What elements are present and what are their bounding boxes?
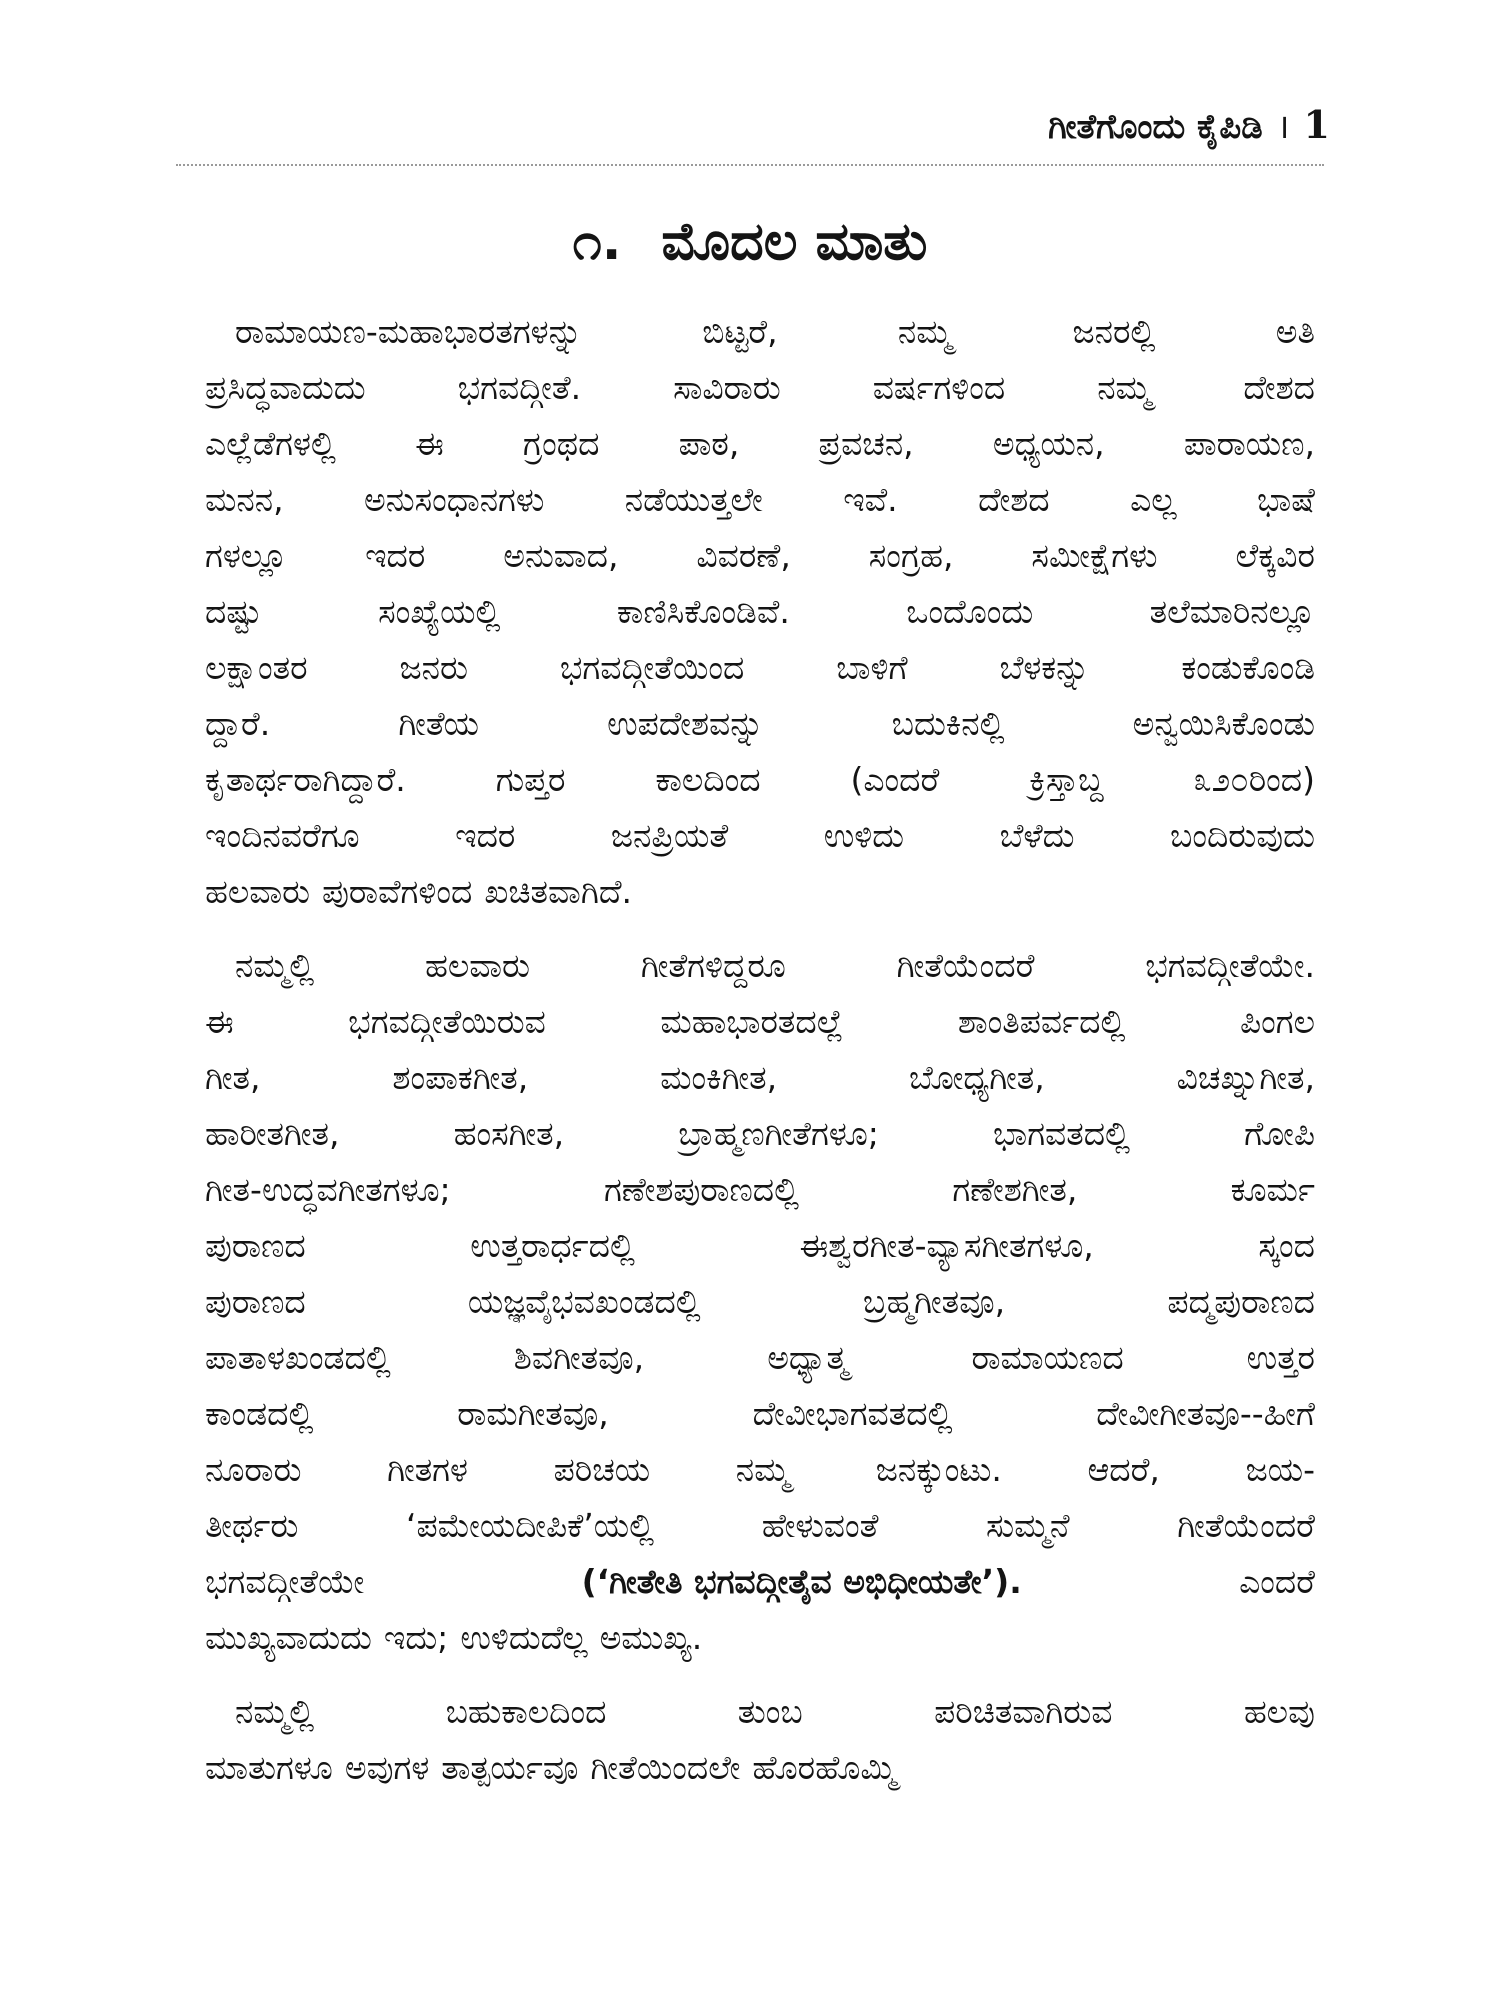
word: ವಿಚಖ್ನುಗೀತ,	[1176, 1058, 1315, 1097]
word: ಗೀತಗಳ	[387, 1450, 468, 1489]
word: ಜನಪ್ರಿಯತೆ	[610, 816, 729, 855]
word: ಭಾಷೆ	[1257, 480, 1315, 519]
word: ಸಂಗ್ರಹ,	[868, 536, 954, 575]
text-line	[205, 1218, 1315, 1274]
word: ಉಳಿದುದೆಲ್ಲ	[460, 1618, 588, 1657]
word: ಕಂಡುಕೊಂಡಿ	[1181, 648, 1315, 687]
word: ಅನ್ವಯಿಸಿಕೊಂಡು	[1132, 704, 1315, 743]
text-line	[205, 304, 1315, 360]
text-line	[205, 1740, 1315, 1796]
word: ತೀರ್ಥರು	[205, 1506, 299, 1545]
running-head	[1048, 102, 1330, 148]
word: ಪುರಾಣದ	[205, 1226, 306, 1265]
word: ಭಾಗವತದಲ್ಲಿ	[993, 1114, 1130, 1153]
word: ಅಮುಖ್ಯ.	[599, 1618, 703, 1657]
word: ಗೀತೆಗಳಿದ್ದರೂ	[640, 946, 786, 985]
chapter-heading	[0, 212, 1500, 273]
word: ಅನುಸಂಧಾನಗಳು	[364, 480, 545, 519]
word: ಪರಿಚಿತವಾಗಿರುವ	[934, 1692, 1113, 1731]
word: ಈ	[205, 1002, 234, 1041]
word: ಅತಿ	[1275, 312, 1315, 351]
text-line	[205, 416, 1315, 472]
separator: ।	[1276, 107, 1290, 147]
word: ಶಿವಗೀತವೂ,	[513, 1338, 645, 1377]
word: ಪಾರಾಯಣ,	[1183, 424, 1315, 463]
text-line	[205, 864, 1315, 920]
word: ಖಚಿತವಾಗಿದೆ.	[484, 872, 633, 911]
text-line	[205, 1330, 1315, 1386]
word: ಗೋಪಿ	[1244, 1114, 1315, 1153]
word: ತುಂಬ	[737, 1692, 803, 1731]
text-line	[205, 584, 1315, 640]
word: ಪದ್ಮಪುರಾಣದ	[1167, 1282, 1315, 1321]
word: ಭಗವದ್ಗೀತೆಯೇ.	[1145, 946, 1315, 985]
word: ಭಗವದ್ಗೀತೆ.	[457, 368, 582, 407]
word: ಪಿಂಗಲ	[1239, 1002, 1315, 1041]
word: ನಮ್ಮ	[897, 312, 953, 351]
word: (‘ಗೀತೇತಿ ಭಗವದ್ಗೀತೈವ ಅಭಿಧೀಯತೇ’).	[581, 1562, 1022, 1601]
text-line	[205, 528, 1315, 584]
word: ಗಣೇಶಪುರಾಣದಲ್ಲಿ	[603, 1170, 800, 1209]
word: ಅಧ್ಯಯನ,	[992, 424, 1105, 463]
word: ಅವುಗಳ	[344, 1748, 430, 1787]
word: ಎಲ್ಲ	[1130, 480, 1177, 519]
word: ರಾಮಾಯಣ-ಮಹಾಭಾರತಗಳನ್ನು	[235, 312, 582, 351]
word: ಜಯ-	[1245, 1450, 1315, 1489]
word: ಹಲವು	[1243, 1692, 1315, 1731]
word: ಲೆಕ್ಕವಿರ	[1235, 536, 1315, 575]
word: ಭಗವದ್ಗೀತೆಯಿರುವ	[348, 1002, 546, 1041]
body-text	[205, 304, 1315, 1814]
paragraph	[205, 1684, 1315, 1796]
word: ಮಹಾಭಾರತದಲ್ಲೆ	[660, 1002, 844, 1041]
word: ಇದರ	[455, 816, 516, 855]
word: ಸಂಖ್ಯೆಯಲ್ಲಿ	[378, 592, 501, 631]
text-line	[205, 752, 1315, 808]
word: ಬಿಟ್ಟರೆ,	[702, 312, 778, 351]
word: ಬಾಳಿಗೆ	[836, 648, 908, 687]
text-line	[205, 1554, 1315, 1610]
text-line	[205, 1498, 1315, 1554]
word: ದೇವೀಗೀತವೂ--ಹೀಗೆ	[1096, 1394, 1315, 1433]
word: ಆದರೆ,	[1087, 1450, 1160, 1489]
word: ಶಾಂತಿಪರ್ವದಲ್ಲಿ	[957, 1002, 1126, 1041]
word: ನೂರಾರು	[205, 1450, 302, 1489]
word: ನಡೆಯುತ್ತಲೇ	[624, 480, 763, 519]
word: (ಎಂದರೆ	[850, 760, 940, 799]
word: ಇವೆ.	[843, 480, 898, 519]
word: ವಿವರಣೆ,	[696, 536, 791, 575]
word: ಹಾರೀತಗೀತ,	[205, 1114, 340, 1153]
header-dotted-rule	[176, 164, 1324, 166]
text-line	[205, 696, 1315, 752]
word: ಬೆಳೆದು	[999, 816, 1075, 855]
word: ನಮ್ಮ	[1097, 368, 1152, 407]
text-line	[205, 1274, 1315, 1330]
word: ಪಾತಾಳಖಂಡದಲ್ಲಿ	[205, 1338, 391, 1377]
word: ಕಾಲದಿಂದ	[655, 760, 761, 799]
word: ಪುರಾವೆಗಳಿಂದ	[322, 872, 473, 911]
word: ಹಲವಾರು	[424, 946, 531, 985]
word: ಎಂದರೆ	[1239, 1562, 1315, 1601]
word: ಹೊರಹೊಮ್ಮಿ	[752, 1748, 897, 1787]
word: ಬದುಕಿನಲ್ಲಿ	[891, 704, 1005, 743]
word: ಉಪದೇಶವನ್ನು	[607, 704, 764, 743]
word: ಜನರು	[399, 648, 468, 687]
word: ಮನನ,	[205, 480, 284, 519]
text-line	[205, 472, 1315, 528]
word: ಸುಮ್ಮನೆ	[986, 1506, 1070, 1545]
page-number: 1	[1303, 102, 1330, 147]
word: ನಮ್ಮಲ್ಲಿ	[235, 1692, 315, 1731]
word: ಶಂಪಾಕಗೀತ,	[392, 1058, 529, 1097]
word: ಕ್ರಿಸ್ತಾಬ್ದ	[1029, 760, 1104, 799]
word: ಗೀತ,	[205, 1058, 261, 1097]
word: ಇದರ	[365, 536, 426, 575]
word: ಉತ್ತರ	[1246, 1338, 1315, 1377]
word: ಬೋಧ್ಯಗೀತ,	[908, 1058, 1045, 1097]
word: ಈ	[415, 424, 444, 463]
word: ಬ್ರಾಹ್ಮಣಗೀತೆಗಳೂ;	[678, 1114, 879, 1153]
text-line	[205, 1610, 1315, 1666]
word: ತಲೆಮಾರಿನಲ್ಲೂ	[1149, 592, 1315, 631]
word: ಎಲ್ಲೆಡೆಗಳಲ್ಲಿ	[205, 424, 336, 463]
word: ಪಾಠ,	[678, 424, 740, 463]
word: ದೇವೀಭಾಗವತದಲ್ಲಿ	[752, 1394, 953, 1433]
word: ಗೀತೆಯೆಂದರೆ	[896, 946, 1035, 985]
word: ಹಂಸಗೀತ,	[453, 1114, 565, 1153]
text-line	[205, 1386, 1315, 1442]
word: ಜನರಲ್ಲಿ	[1072, 312, 1156, 351]
word: ಗೀತೆಯೆಂದರೆ	[1177, 1506, 1315, 1545]
word: ಇದು;	[383, 1618, 449, 1657]
chapter-number: ೧.	[572, 212, 622, 272]
word: ಸಮೀಕ್ಷೆಗಳು	[1031, 536, 1158, 575]
word: ಗಳಲ್ಲೂ	[205, 536, 288, 575]
word: ದೇಶದ	[978, 480, 1050, 519]
word: ಗೀತೆಯಿಂದಲೇ	[590, 1748, 741, 1787]
word: ಸ್ಕಂದ	[1258, 1226, 1315, 1265]
text-line	[205, 640, 1315, 696]
word: ಬಂದಿರುವುದು	[1170, 816, 1315, 855]
word: ಬೆಳಕನ್ನು	[999, 648, 1090, 687]
word: ಭಗವದ್ಗೀತೆಯಿಂದ	[559, 648, 745, 687]
word: ಲಕ್ಷಾಂತರ	[205, 648, 308, 687]
word: ಅಧ್ಯಾತ್ಮ	[767, 1338, 849, 1377]
word: ಜನಕ್ಕುಂಟು.	[875, 1450, 1002, 1489]
word: ಪುರಾಣದ	[205, 1282, 306, 1321]
book-title: ಗೀತೆಗೊಂದು ಕೈಪಿಡಿ	[1048, 107, 1263, 147]
word: ಒಂದೊಂದು	[906, 592, 1034, 631]
word: ಭಗವದ್ಗೀತೆಯೇ	[205, 1562, 365, 1601]
word: ‘ಪಮೇಯದೀಪಿಕೆ’ಯಲ್ಲಿ	[405, 1506, 655, 1545]
word: ದ್ದಾರೆ.	[205, 704, 271, 743]
word: ಗಣೇಶಗೀತ,	[952, 1170, 1078, 1209]
word: ಪರಿಚಯ	[553, 1450, 651, 1489]
text-line	[205, 808, 1315, 864]
word: ಬಹುಕಾಲದಿಂದ	[445, 1692, 607, 1731]
text-line	[205, 1162, 1315, 1218]
word: ಗುಪ್ತರ	[495, 760, 566, 799]
word: ಗ್ರಂಥದ	[522, 424, 600, 463]
word: ಅನುವಾದ,	[503, 536, 619, 575]
word: ಉತ್ತರಾರ್ಧದಲ್ಲಿ	[470, 1226, 635, 1265]
word: ನಮ್ಮಲ್ಲಿ	[235, 946, 315, 985]
word: ಕಾಂಡದಲ್ಲಿ	[205, 1394, 314, 1433]
word: ತಾತ್ಪರ್ಯವೂ	[441, 1748, 579, 1787]
text-line	[205, 1106, 1315, 1162]
text-line	[205, 360, 1315, 416]
word: ರಾಮಗೀತವೂ,	[457, 1394, 609, 1433]
word: ಕಾಣಿಸಿಕೊಂಡಿವೆ.	[616, 592, 790, 631]
word: ದೇಶದ	[1243, 368, 1315, 407]
word: ಬ್ರಹ್ಮಗೀತವೂ,	[862, 1282, 1006, 1321]
word: ಪ್ರಸಿದ್ಧವಾದುದು	[205, 368, 366, 407]
word: ರಾಮಾಯಣದ	[971, 1338, 1124, 1377]
word: ದಷ್ಟು	[205, 592, 262, 631]
text-line	[205, 1442, 1315, 1498]
text-line	[205, 1684, 1315, 1740]
word: ಹಲವಾರು	[205, 872, 311, 911]
word: ಕೂರ್ಮ	[1230, 1170, 1315, 1209]
word: ಹೇಳುವಂತೆ	[761, 1506, 879, 1545]
word: ಗೀತ-ಉದ್ಧವಗೀತಗಳೂ;	[205, 1170, 451, 1209]
word: ಕೃತಾರ್ಥರಾಗಿದ್ದಾರೆ.	[205, 760, 406, 799]
text-line	[205, 994, 1315, 1050]
word: ಮಾತುಗಳೂ	[205, 1748, 333, 1787]
word: ಪ್ರವಚನ,	[818, 424, 914, 463]
word: ಇಂದಿನವರೆಗೂ	[205, 816, 360, 855]
word: ಉಳಿದು	[823, 816, 905, 855]
word: ೩೨೦ರಿಂದ)	[1193, 760, 1315, 799]
word: ಸಾವಿರಾರು	[673, 368, 781, 407]
chapter-title: ಮೊದಲ ಮಾತು	[661, 212, 928, 272]
text-line	[205, 1050, 1315, 1106]
paragraph	[205, 938, 1315, 1666]
word: ವರ್ಷಗಳಿಂದ	[872, 368, 1006, 407]
word: ಈಶ್ವರಗೀತ-ವ್ಯಾಸಗೀತಗಳೂ,	[799, 1226, 1094, 1265]
word: ಗೀತೆಯ	[398, 704, 480, 743]
word: ಮುಖ್ಯವಾದುದು	[205, 1618, 372, 1657]
text-line	[205, 938, 1315, 994]
word: ಯಜ್ಞವೈಭವಖಂಡದಲ್ಲಿ	[467, 1282, 701, 1321]
paragraph	[205, 304, 1315, 920]
word: ಮಂಕಿಗೀತ,	[660, 1058, 778, 1097]
word: ನಮ್ಮ	[735, 1450, 791, 1489]
